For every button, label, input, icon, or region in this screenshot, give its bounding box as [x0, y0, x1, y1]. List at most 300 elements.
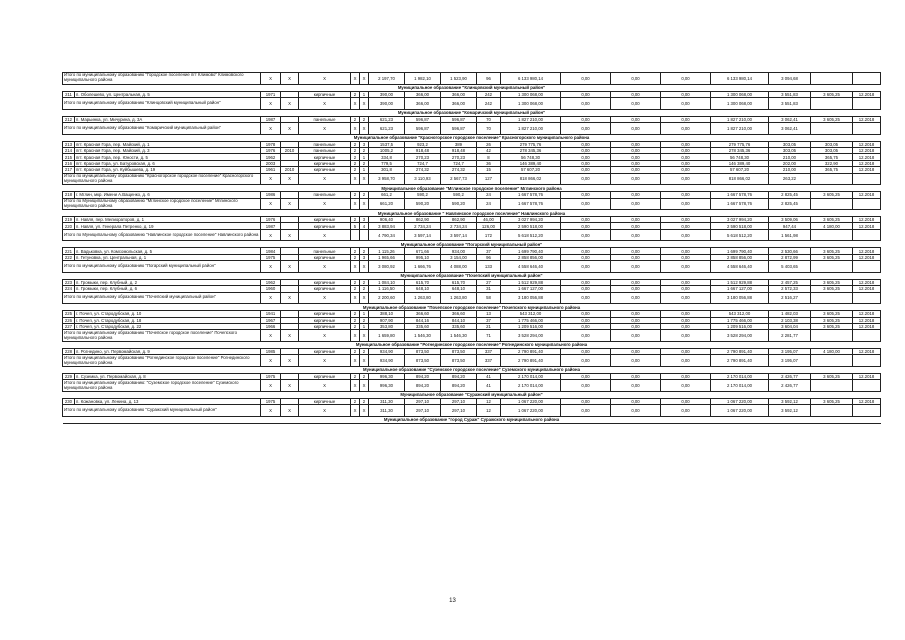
entrances-cell: 1	[360, 154, 369, 160]
subtotal-label: Итого по Муниципальному образованию "Мглинское городское поселение" Мглинского муниципального района	[63, 198, 261, 210]
subtotal-label: Итого по Муниципальному образованию "Навлинское городское поселение" Навлинского района	[63, 229, 261, 241]
floors-cell: 2	[351, 147, 360, 153]
address-cell: пгт. Красная Гора, пер. Юности, д. 5	[75, 154, 261, 160]
subtotal-row	[63, 97, 881, 109]
municipal-share-cell: 0,00	[661, 248, 711, 254]
max-cost-cell: 3 605,25	[811, 217, 853, 223]
floors-cell: 2	[351, 192, 360, 198]
entrances-cell: 2	[360, 147, 369, 153]
completion-date-cell	[853, 198, 881, 210]
row-number: 217	[63, 167, 75, 173]
specific-cost-cell: 2 530,66	[769, 248, 811, 254]
address-cell: п. Вадьковка, ул. Комсомольская, д. 5	[75, 248, 261, 254]
entrances-cell: X	[360, 122, 369, 134]
owners-share-cell: 3 528 294,00	[711, 330, 769, 342]
address-cell: п. Оболешево, ул. Центральная, д. 5	[75, 91, 261, 97]
total-cost-cell: 5 618 512,20	[501, 229, 561, 241]
fund-share-cell: 0,00	[561, 292, 611, 304]
municipal-share-cell: 0,00	[661, 192, 711, 198]
oblast-share-cell: 0,00	[611, 292, 661, 304]
total-cost-cell: 1 300 068,00	[501, 91, 561, 97]
fund-share-cell: 0,00	[561, 373, 611, 379]
residential-area-cell: 297,10	[441, 398, 477, 404]
floors-cell: 2	[351, 91, 360, 97]
owners-share-cell: 278 345,36	[711, 147, 769, 153]
total-area-cell: 390,00	[369, 91, 405, 97]
specific-cost-cell: 2 825,45	[769, 192, 811, 198]
floors-cell: 2	[351, 286, 360, 292]
wall-material-cell: X	[299, 292, 351, 304]
fund-share-cell: 0,00	[561, 147, 611, 153]
max-cost-cell: 4 180,00	[811, 348, 853, 354]
owners-share-cell: 2 170 014,00	[711, 373, 769, 379]
year-built-cell: X	[261, 330, 281, 342]
municipal-share-cell: 0,00	[661, 292, 711, 304]
owners-share-cell: 1 209 516,00	[711, 324, 769, 330]
year-built-cell: X	[261, 405, 281, 417]
address-cell: г. Почеп, ул. Стародубская, д. 22	[75, 324, 261, 330]
oblast-share-cell: 0,00	[611, 154, 661, 160]
max-cost-cell	[811, 261, 853, 273]
total-area-cell: 1 659,80	[369, 330, 405, 342]
floors-cell: X	[351, 330, 360, 342]
municipal-share-cell: 0,00	[661, 97, 711, 109]
row-number: 218	[63, 192, 75, 198]
oblast-share-cell: 0,00	[611, 355, 661, 367]
entrances-cell: 1	[360, 324, 369, 330]
completion-date-cell	[853, 73, 881, 85]
owners-share-cell: 1 067 220,00	[711, 398, 769, 404]
living-area-cell: 590,20	[405, 198, 441, 210]
fund-share-cell: 0,00	[561, 229, 611, 241]
living-area-cell: 366,00	[405, 91, 441, 97]
living-area-cell: 648,10	[405, 286, 441, 292]
address-cell: пгт. Красная Гора, ул. Куйбышева, д. 19	[75, 167, 261, 173]
wall-material-cell: кирпичные	[299, 398, 351, 404]
total-cost-cell: 1 067 220,00	[501, 398, 561, 404]
address-cell: г. Мглин, мкр. Имени А.Ващенко, д. 6	[75, 192, 261, 198]
living-area-cell: 873,50	[405, 355, 441, 367]
max-cost-cell	[811, 229, 853, 241]
residential-area-cell: 4 088,00	[441, 261, 477, 273]
specific-cost-cell: 210,00	[769, 167, 811, 173]
wall-material-cell: кирпичные	[299, 217, 351, 223]
subtotal-label: Итого по муниципальному образованию "Рогнединское городское поселение" Рогнединского муниципального района	[63, 355, 261, 367]
completion-date-cell	[853, 122, 881, 134]
residents-cell: 71	[477, 330, 501, 342]
total-area-cell: 1 965,66	[369, 254, 405, 260]
residents-cell: 36	[477, 160, 501, 166]
row-number: 226	[63, 317, 75, 323]
owners-share-cell: 1 667 578,76	[711, 192, 769, 198]
living-area-cell: 923,2	[405, 141, 441, 147]
living-area-cell: 2 734,24	[405, 223, 441, 229]
completion-date-cell	[853, 229, 881, 241]
section-title: Муниципальное образование "Рогнединское городское поселение" Рогнединского муниципального района	[63, 341, 881, 348]
wall-material-cell: X	[299, 405, 351, 417]
year-reconstruction-cell: X	[281, 229, 299, 241]
fund-share-cell: 0,00	[561, 223, 611, 229]
year-built-cell: X	[261, 355, 281, 367]
floors-cell: X	[351, 173, 360, 185]
floors-cell: X	[351, 261, 360, 273]
total-cost-cell: 2 790 891,40	[501, 355, 561, 367]
residential-area-cell: 844,10	[441, 317, 477, 323]
oblast-share-cell: 0,00	[611, 279, 661, 285]
row-number: 213	[63, 141, 75, 147]
fund-share-cell: 0,00	[561, 254, 611, 260]
oblast-share-cell: 0,00	[611, 254, 661, 260]
owners-share-cell: 2 170 014,00	[711, 380, 769, 392]
year-reconstruction-cell: X	[281, 355, 299, 367]
year-reconstruction-cell: X	[281, 122, 299, 134]
oblast-share-cell: 0,00	[611, 141, 661, 147]
residential-area-cell: 274,32	[441, 167, 477, 173]
year-built-cell: 1978	[261, 141, 281, 147]
total-area-cell: 661,2	[369, 192, 405, 198]
municipal-share-cell: 0,00	[661, 147, 711, 153]
owners-share-cell: 1 827 210,00	[711, 116, 769, 122]
living-area-cell: 274,32	[405, 167, 441, 173]
living-area-cell: 366,60	[405, 311, 441, 317]
oblast-share-cell: 0,00	[611, 229, 661, 241]
total-cost-cell: 1 699 790,40	[501, 248, 561, 254]
residents-cell: 31	[477, 286, 501, 292]
residents-cell: 21	[477, 324, 501, 330]
oblast-share-cell: 0,00	[611, 317, 661, 323]
total-area-cell: 934,90	[369, 355, 405, 367]
address-cell: пгт. Красная Гора, ул. Батуровская, д. 6	[75, 160, 261, 166]
residential-area-cell: 596,87	[441, 116, 477, 122]
floors-cell: 2	[351, 254, 360, 260]
section-header-row	[63, 272, 881, 279]
oblast-share-cell: 0,00	[611, 147, 661, 153]
max-cost-cell: 3 605,25	[811, 192, 853, 198]
specific-cost-cell: 2 572,33	[769, 286, 811, 292]
floors-cell: X	[351, 122, 360, 134]
max-cost-cell	[811, 73, 853, 85]
residents-cell: 96	[477, 254, 501, 260]
residential-area-cell: 2 734,24	[441, 223, 477, 229]
owners-share-cell: 2 790 891,40	[711, 348, 769, 354]
specific-cost-cell: 2 103,38	[769, 317, 811, 323]
completion-date-cell: 12.2018	[853, 254, 881, 260]
total-area-cell: 2 200,60	[369, 292, 405, 304]
row-number: 229	[63, 373, 75, 379]
row-number: 227	[63, 324, 75, 330]
floors-cell: 2	[351, 154, 360, 160]
max-cost-cell: 303,05	[811, 147, 853, 153]
total-cost-cell: 1 827 210,00	[501, 122, 561, 134]
row-number: 222	[63, 254, 75, 260]
residential-area-cell: 366,00	[441, 97, 477, 109]
total-area-cell: 3 883,94	[369, 223, 405, 229]
total-cost-cell: 1 667 578,76	[501, 198, 561, 210]
fund-share-cell: 0,00	[561, 355, 611, 367]
year-reconstruction-cell: X	[281, 405, 299, 417]
living-area-cell: 1 666,76	[405, 261, 441, 273]
total-area-cell: 311,30	[369, 405, 405, 417]
completion-date-cell	[853, 330, 881, 342]
completion-date-cell	[853, 97, 881, 109]
entrances-cell: 2	[360, 248, 369, 254]
residential-area-cell: 366,00	[441, 91, 477, 97]
section-title: Муниципальное образование "Почепское городское поселение" Почепского муниципального района	[63, 304, 881, 311]
address-cell: г. Почеп, ул. Стародубская, д. 18	[75, 317, 261, 323]
row-number: 216	[63, 160, 75, 166]
wall-material-cell: кирпичные	[299, 286, 351, 292]
owners-share-cell: 279 775,76	[711, 141, 769, 147]
residential-area-cell: 2 567,73	[441, 173, 477, 185]
municipal-share-cell: 0,00	[661, 330, 711, 342]
oblast-share-cell: 0,00	[611, 91, 661, 97]
fund-share-cell: 0,00	[561, 248, 611, 254]
specific-cost-cell: 3 195,07	[769, 348, 811, 354]
completion-date-cell: 12.2018	[853, 248, 881, 254]
year-built-cell: X	[261, 198, 281, 210]
residents-cell: 26	[477, 141, 501, 147]
residential-area-cell: 1 263,80	[441, 292, 477, 304]
floors-cell: 2	[351, 279, 360, 285]
subtotal-row	[63, 355, 881, 367]
total-cost-cell: 1 067 220,00	[501, 405, 561, 417]
entrances-cell: 2	[360, 192, 369, 198]
municipal-share-cell: 0,00	[661, 173, 711, 185]
entrances-cell: X	[360, 380, 369, 392]
floors-cell: X	[351, 73, 360, 85]
owners-share-cell: 2 790 891,40	[711, 355, 769, 367]
section-title: Муниципальное образование "Мглинское городское поселение" Мглинского района	[63, 185, 881, 192]
year-built-cell: 1976	[261, 147, 281, 153]
wall-material-cell: X	[299, 122, 351, 134]
max-cost-cell	[811, 355, 853, 367]
completion-date-cell: 12.2018	[853, 192, 881, 198]
living-area-cell: 270,23	[405, 154, 441, 160]
entrances-cell: X	[360, 173, 369, 185]
residential-area-cell: 335,60	[441, 324, 477, 330]
year-reconstruction-cell: X	[281, 173, 299, 185]
municipal-share-cell: 0,00	[661, 348, 711, 354]
year-built-cell: 1941	[261, 311, 281, 317]
oblast-share-cell: 0,00	[611, 398, 661, 404]
residential-area-cell: 1 546,30	[441, 330, 477, 342]
floors-cell: X	[351, 198, 360, 210]
fund-share-cell: 0,00	[561, 380, 611, 392]
total-area-cell: 353,80	[369, 324, 405, 330]
max-cost-cell: 3 605,25	[811, 324, 853, 330]
address-cell: пгт. Красная Гора, пер. Майский, д. 1	[75, 141, 261, 147]
entrances-cell: X	[360, 292, 369, 304]
specific-cost-cell: 263,22	[769, 173, 811, 185]
wall-material-cell: панельные	[299, 192, 351, 198]
oblast-share-cell: 0,00	[611, 223, 661, 229]
section-title: Муниципальное образование " Навлинское городское поселение" Навлинского района	[63, 210, 881, 217]
address-cell: п. Кожановка, ул. Ленина, д. 13	[75, 398, 261, 404]
total-area-cell: 779,5	[369, 160, 405, 166]
living-area-cell: 3 110,93	[405, 173, 441, 185]
completion-date-cell: 12.2018	[853, 147, 881, 153]
max-cost-cell	[811, 198, 853, 210]
subtotal-label: Итого по муниципальному образованию "Красногорское городское поселение" Красногорского муниципального района	[63, 173, 261, 185]
entrances-cell: 2	[360, 160, 369, 166]
completion-date-cell: 12.2018	[853, 398, 881, 404]
year-built-cell: X	[261, 292, 281, 304]
row-number: 212	[63, 116, 75, 122]
total-area-cell: 3 080,92	[369, 261, 405, 273]
address-cell: п. Суземка, ул. Первомайская, д. 8	[75, 373, 261, 379]
year-reconstruction-cell: X	[281, 97, 299, 109]
year-built-cell: 1971	[261, 91, 281, 97]
fund-share-cell: 0,00	[561, 97, 611, 109]
address-cell: п. Гетуновка, ул. Центральная, д. 1	[75, 254, 261, 260]
residents-cell: 242	[477, 97, 501, 109]
year-built-cell: X	[261, 73, 281, 85]
fund-share-cell: 0,00	[561, 286, 611, 292]
total-area-cell: 334,8	[369, 154, 405, 160]
oblast-share-cell: 0,00	[611, 330, 661, 342]
total-cost-cell: 3 528 294,00	[501, 330, 561, 342]
entrances-cell: 1	[360, 311, 369, 317]
wall-material-cell: кирпичные	[299, 223, 351, 229]
owners-share-cell: 543 312,00	[711, 311, 769, 317]
entrances-cell: 1	[360, 91, 369, 97]
residential-area-cell: 3 597,14	[441, 229, 477, 241]
specific-cost-cell: 2 825,45	[769, 198, 811, 210]
owners-share-cell: 1 667 578,76	[711, 198, 769, 210]
total-cost-cell: 543 312,00	[501, 311, 561, 317]
owners-share-cell: 3 180 056,88	[711, 292, 769, 304]
fund-share-cell: 0,00	[561, 91, 611, 97]
residents-cell: 337	[477, 348, 501, 354]
municipal-share-cell: 0,00	[661, 286, 711, 292]
specific-cost-cell: 3 604,04	[769, 324, 811, 330]
floors-cell: 2	[351, 373, 360, 379]
total-cost-cell: 1 775 466,00	[501, 317, 561, 323]
oblast-share-cell: 0,00	[611, 311, 661, 317]
entrances-cell: 2	[360, 116, 369, 122]
max-cost-cell: 322,90	[811, 160, 853, 166]
living-area-cell: 596,87	[405, 122, 441, 134]
oblast-share-cell: 0,00	[611, 73, 661, 85]
living-area-cell: 297,10	[405, 398, 441, 404]
residents-cell: 13	[477, 311, 501, 317]
wall-material-cell: кирпичные	[299, 91, 351, 97]
specific-cost-cell: 303,05	[769, 147, 811, 153]
total-area-cell: 1537,5	[369, 141, 405, 147]
address-cell: п. Громыки, пер. Клубный, д. 6	[75, 286, 261, 292]
fund-share-cell: 0,00	[561, 405, 611, 417]
residents-cell: 12	[477, 398, 501, 404]
housing-program-table	[62, 72, 881, 424]
municipal-share-cell: 0,00	[661, 398, 711, 404]
fund-share-cell: 0,00	[561, 261, 611, 273]
wall-material-cell: X	[299, 261, 351, 273]
wall-material-cell: кирпичные	[299, 373, 351, 379]
wall-material-cell: кирпичные	[299, 160, 351, 166]
subtotal-row	[63, 198, 881, 210]
completion-date-cell: 12.2018	[853, 317, 881, 323]
oblast-share-cell: 0,00	[611, 286, 661, 292]
oblast-share-cell: 0,00	[611, 160, 661, 166]
subtotal-row	[63, 261, 881, 273]
wall-material-cell: X	[299, 73, 351, 85]
total-area-cell: 1 115,26	[369, 248, 405, 254]
max-cost-cell: 3 605,25	[811, 373, 853, 379]
municipal-share-cell: 0,00	[661, 261, 711, 273]
section-header-row	[63, 241, 881, 248]
entrances-cell	[360, 229, 369, 241]
year-built-cell: 1987	[261, 116, 281, 122]
floors-cell: 2	[351, 160, 360, 166]
total-cost-cell: 1 667 127,00	[501, 286, 561, 292]
max-cost-cell: 3 605,25	[811, 279, 853, 285]
completion-date-cell: 12.2018	[853, 141, 881, 147]
section-title: Муниципальное образование "город Сураж" Суражского муниципального района	[63, 416, 881, 423]
year-built-cell: X	[261, 173, 281, 185]
residents-cell: 42	[477, 147, 501, 153]
municipal-share-cell: 0,00	[661, 141, 711, 147]
year-reconstruction-cell: X	[281, 73, 299, 85]
wall-material-cell: кирпичные	[299, 254, 351, 260]
floors-cell: X	[351, 97, 360, 109]
owners-share-cell: 2 858 856,00	[711, 254, 769, 260]
specific-cost-cell: 202,00	[769, 160, 811, 166]
municipal-share-cell: 0,00	[661, 217, 711, 223]
specific-cost-cell: 2 426,77	[769, 373, 811, 379]
total-area-cell: 1 116,50	[369, 286, 405, 292]
oblast-share-cell: 0,00	[611, 261, 661, 273]
section-title: Муниципальное образование "Суземское городское поселение" Суземского муниципального района	[63, 366, 881, 373]
wall-material-cell: X	[299, 97, 351, 109]
max-cost-cell: 3 605,25	[811, 254, 853, 260]
total-cost-cell: 2 790 891,40	[501, 348, 561, 354]
residents-cell: 12	[477, 405, 501, 417]
municipal-share-cell: 0,00	[661, 198, 711, 210]
municipal-share-cell: 0,00	[661, 160, 711, 166]
total-area-cell: 621,23	[369, 122, 405, 134]
living-area-cell: 724,7	[405, 160, 441, 166]
specific-cost-cell: 947,44	[769, 223, 811, 229]
fund-share-cell: 0,00	[561, 279, 611, 285]
floors-cell: 2	[351, 167, 360, 173]
oblast-share-cell: 0,00	[611, 405, 661, 417]
living-area-cell: 894,20	[405, 373, 441, 379]
municipal-share-cell: 0,00	[661, 405, 711, 417]
section-header-row	[63, 391, 881, 398]
address-cell: пгт. Красная Гора, пер. Майский, д. 3	[75, 147, 261, 153]
year-built-cell: 1987	[261, 223, 281, 229]
section-header-row	[63, 341, 881, 348]
max-cost-cell: 3 605,25	[811, 398, 853, 404]
wall-material-cell: кирпичные	[299, 317, 351, 323]
living-area-cell: 1 546,30	[405, 330, 441, 342]
subtotal-row	[63, 229, 881, 241]
completion-date-cell: 12.2018	[853, 279, 881, 285]
living-area-cell: 366,00	[405, 97, 441, 109]
completion-date-cell	[853, 380, 881, 392]
living-area-cell: 1 982,10	[405, 73, 441, 85]
total-area-cell: 621,23	[369, 116, 405, 122]
wall-material-cell: X	[299, 330, 351, 342]
owners-share-cell: 56 748,30	[711, 154, 769, 160]
living-area-cell: 995,10	[405, 254, 441, 260]
oblast-share-cell: 0,00	[611, 380, 661, 392]
owners-share-cell: 1 699 790,40	[711, 248, 769, 254]
completion-date-cell	[853, 405, 881, 417]
total-cost-cell: 1 300 068,00	[501, 97, 561, 109]
wall-material-cell: X	[299, 355, 351, 367]
subtotal-label: Итого по муниципальному образованию: "Суземское городское поселение" Суземского муниципального района	[63, 380, 261, 392]
